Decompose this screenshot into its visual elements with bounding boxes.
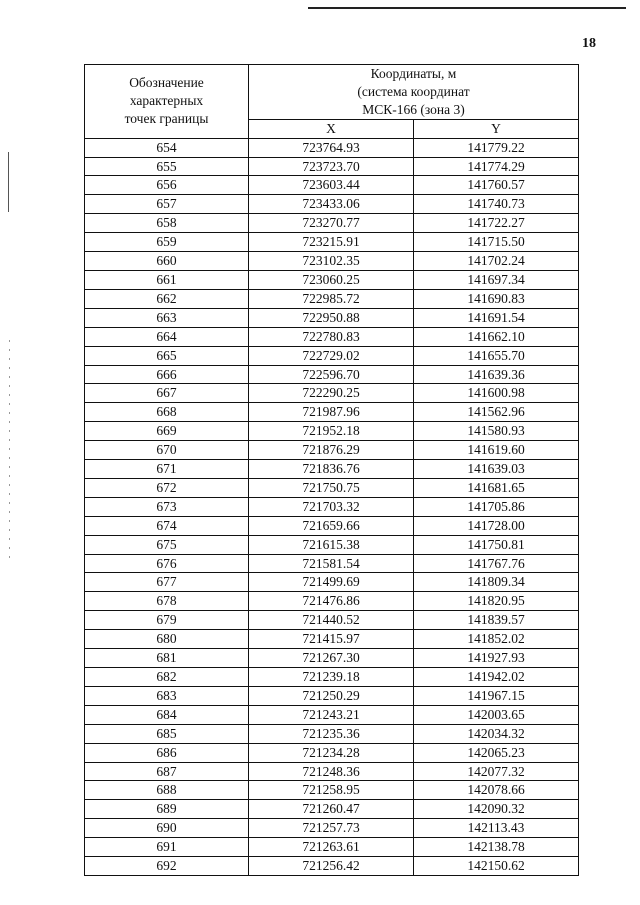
- y-cell: 141639.03: [414, 460, 579, 479]
- y-cell: 141705.86: [414, 497, 579, 516]
- x-cell: 721260.47: [249, 800, 414, 819]
- x-cell: 721836.76: [249, 460, 414, 479]
- x-cell: 721952.18: [249, 422, 414, 441]
- y-cell: 141852.02: [414, 630, 579, 649]
- y-cell: 142150.62: [414, 857, 579, 876]
- table-header: [85, 65, 579, 139]
- y-cell: 141760.57: [414, 176, 579, 195]
- point-cell: 686: [85, 743, 249, 762]
- y-cell: 141967.15: [414, 686, 579, 705]
- table-row: [85, 252, 579, 271]
- point-cell: 663: [85, 308, 249, 327]
- x-cell: 721263.61: [249, 838, 414, 857]
- table-row: [85, 157, 579, 176]
- page-number: 18: [582, 36, 596, 51]
- table-row: [85, 762, 579, 781]
- table-row: [85, 365, 579, 384]
- table-row: [85, 138, 579, 157]
- point-cell: 668: [85, 403, 249, 422]
- y-cell: 141715.50: [414, 233, 579, 252]
- point-cell: 654: [85, 138, 249, 157]
- table-row: [85, 705, 579, 724]
- point-cell: 679: [85, 611, 249, 630]
- table-row: [85, 195, 579, 214]
- x-cell: 723270.77: [249, 214, 414, 233]
- point-cell: 655: [85, 157, 249, 176]
- point-cell: 682: [85, 668, 249, 687]
- x-cell: 721239.18: [249, 668, 414, 687]
- x-cell: 722290.25: [249, 384, 414, 403]
- coordinates-header-line-3: МСК-166 (зона 3): [362, 101, 465, 117]
- point-header-line-2: характерных: [129, 93, 204, 109]
- point-column-header: [85, 65, 249, 139]
- table-row: [85, 289, 579, 308]
- point-cell: 689: [85, 800, 249, 819]
- y-cell: 141655.70: [414, 346, 579, 365]
- x-cell: 721267.30: [249, 649, 414, 668]
- coordinates-header-line-2: (система координат: [357, 83, 470, 99]
- table-row: [85, 478, 579, 497]
- point-cell: 670: [85, 441, 249, 460]
- y-cell: 142065.23: [414, 743, 579, 762]
- x-cell: 721581.54: [249, 554, 414, 573]
- point-cell: 691: [85, 838, 249, 857]
- x-cell: 721615.38: [249, 535, 414, 554]
- coordinates-table: [84, 64, 579, 876]
- y-cell: 141728.00: [414, 516, 579, 535]
- point-cell: 662: [85, 289, 249, 308]
- point-cell: 683: [85, 686, 249, 705]
- y-cell: 141580.93: [414, 422, 579, 441]
- table-row: [85, 233, 579, 252]
- point-cell: 664: [85, 327, 249, 346]
- y-cell: 141639.36: [414, 365, 579, 384]
- point-cell: 674: [85, 516, 249, 535]
- y-cell: 141619.60: [414, 441, 579, 460]
- table-row: [85, 819, 579, 838]
- point-header-line-1: Обозначение: [129, 75, 204, 91]
- x-cell: 721750.75: [249, 478, 414, 497]
- x-cell: 723102.35: [249, 252, 414, 271]
- table-row: [85, 743, 579, 762]
- point-cell: 656: [85, 176, 249, 195]
- x-cell: 723764.93: [249, 138, 414, 157]
- table-row: [85, 460, 579, 479]
- x-cell: 721235.36: [249, 724, 414, 743]
- table-row: [85, 214, 579, 233]
- y-cell: 141942.02: [414, 668, 579, 687]
- point-header-line-3: точек границы: [124, 111, 209, 127]
- x-cell: 721250.29: [249, 686, 414, 705]
- point-cell: 669: [85, 422, 249, 441]
- x-cell: 723723.70: [249, 157, 414, 176]
- x-cell: 721440.52: [249, 611, 414, 630]
- table-row: [85, 573, 579, 592]
- y-cell: 141820.95: [414, 592, 579, 611]
- y-cell: 141774.29: [414, 157, 579, 176]
- y-cell: 142077.32: [414, 762, 579, 781]
- table-row: [85, 497, 579, 516]
- table-row: [85, 857, 579, 876]
- x-column-header: X: [249, 119, 414, 138]
- table-row: [85, 308, 579, 327]
- y-cell: 141740.73: [414, 195, 579, 214]
- point-cell: 675: [85, 535, 249, 554]
- x-cell: 721476.86: [249, 592, 414, 611]
- y-cell: 141839.57: [414, 611, 579, 630]
- y-cell: 141662.10: [414, 327, 579, 346]
- x-cell: 722985.72: [249, 289, 414, 308]
- y-cell: 141767.76: [414, 554, 579, 573]
- x-cell: 722596.70: [249, 365, 414, 384]
- y-cell: 141681.65: [414, 478, 579, 497]
- y-cell: 141722.27: [414, 214, 579, 233]
- table-row: [85, 516, 579, 535]
- y-cell: 141697.34: [414, 270, 579, 289]
- y-cell: 141750.81: [414, 535, 579, 554]
- x-cell: 721256.42: [249, 857, 414, 876]
- point-cell: 676: [85, 554, 249, 573]
- y-cell: 141690.83: [414, 289, 579, 308]
- point-cell: 673: [85, 497, 249, 516]
- table-row: [85, 592, 579, 611]
- point-cell: 661: [85, 270, 249, 289]
- table-row: [85, 781, 579, 800]
- point-cell: 660: [85, 252, 249, 271]
- table-row: [85, 403, 579, 422]
- point-cell: 687: [85, 762, 249, 781]
- point-cell: 672: [85, 478, 249, 497]
- y-cell: 142078.66: [414, 781, 579, 800]
- x-cell: 721876.29: [249, 441, 414, 460]
- y-cell: 141809.34: [414, 573, 579, 592]
- table-row: [85, 176, 579, 195]
- point-cell: 681: [85, 649, 249, 668]
- y-cell: 141927.93: [414, 649, 579, 668]
- point-cell: 667: [85, 384, 249, 403]
- x-cell: 721987.96: [249, 403, 414, 422]
- table-row: [85, 649, 579, 668]
- y-cell: 141702.24: [414, 252, 579, 271]
- point-cell: 665: [85, 346, 249, 365]
- y-cell: 141562.96: [414, 403, 579, 422]
- x-cell: 721234.28: [249, 743, 414, 762]
- y-cell: 142003.65: [414, 705, 579, 724]
- table-row: [85, 630, 579, 649]
- point-cell: 685: [85, 724, 249, 743]
- point-cell: 671: [85, 460, 249, 479]
- x-cell: 721499.69: [249, 573, 414, 592]
- x-cell: 722950.88: [249, 308, 414, 327]
- table-row: [85, 422, 579, 441]
- point-cell: 658: [85, 214, 249, 233]
- table-row: [85, 724, 579, 743]
- table-row: [85, 384, 579, 403]
- table-row: [85, 535, 579, 554]
- y-cell: 142090.32: [414, 800, 579, 819]
- coordinates-header-line-1: Координаты, м: [370, 66, 457, 81]
- x-cell: 721243.21: [249, 705, 414, 724]
- table-row: [85, 686, 579, 705]
- table-row: [85, 554, 579, 573]
- table-row: [85, 346, 579, 365]
- x-cell: 723603.44: [249, 176, 414, 195]
- x-cell: 723215.91: [249, 233, 414, 252]
- point-cell: 657: [85, 195, 249, 214]
- table-row: [85, 838, 579, 857]
- point-cell: 677: [85, 573, 249, 592]
- table-row: [85, 668, 579, 687]
- margin-dots: [9, 340, 10, 560]
- y-column-header: Y: [414, 119, 579, 138]
- margin-mark: [8, 152, 9, 212]
- point-cell: 666: [85, 365, 249, 384]
- table-row: [85, 270, 579, 289]
- x-cell: 723433.06: [249, 195, 414, 214]
- y-cell: 141600.98: [414, 384, 579, 403]
- point-cell: 684: [85, 705, 249, 724]
- y-cell: 142034.32: [414, 724, 579, 743]
- y-cell: 141779.22: [414, 138, 579, 157]
- x-cell: 721703.32: [249, 497, 414, 516]
- x-cell: 721248.36: [249, 762, 414, 781]
- point-cell: 688: [85, 781, 249, 800]
- table-row: [85, 611, 579, 630]
- x-cell: 723060.25: [249, 270, 414, 289]
- table-row: [85, 800, 579, 819]
- y-cell: 141691.54: [414, 308, 579, 327]
- point-cell: 659: [85, 233, 249, 252]
- x-cell: 722780.83: [249, 327, 414, 346]
- x-cell: 721659.66: [249, 516, 414, 535]
- x-cell: 721257.73: [249, 819, 414, 838]
- coordinates-header: [249, 65, 579, 120]
- point-cell: 678: [85, 592, 249, 611]
- top-rule: [308, 7, 626, 9]
- point-cell: 692: [85, 857, 249, 876]
- y-cell: 142138.78: [414, 838, 579, 857]
- x-cell: 722729.02: [249, 346, 414, 365]
- table-row: [85, 327, 579, 346]
- table-row: [85, 441, 579, 460]
- y-cell: 142113.43: [414, 819, 579, 838]
- x-cell: 721415.97: [249, 630, 414, 649]
- x-cell: 721258.95: [249, 781, 414, 800]
- point-cell: 680: [85, 630, 249, 649]
- point-cell: 690: [85, 819, 249, 838]
- table-body: [85, 138, 579, 875]
